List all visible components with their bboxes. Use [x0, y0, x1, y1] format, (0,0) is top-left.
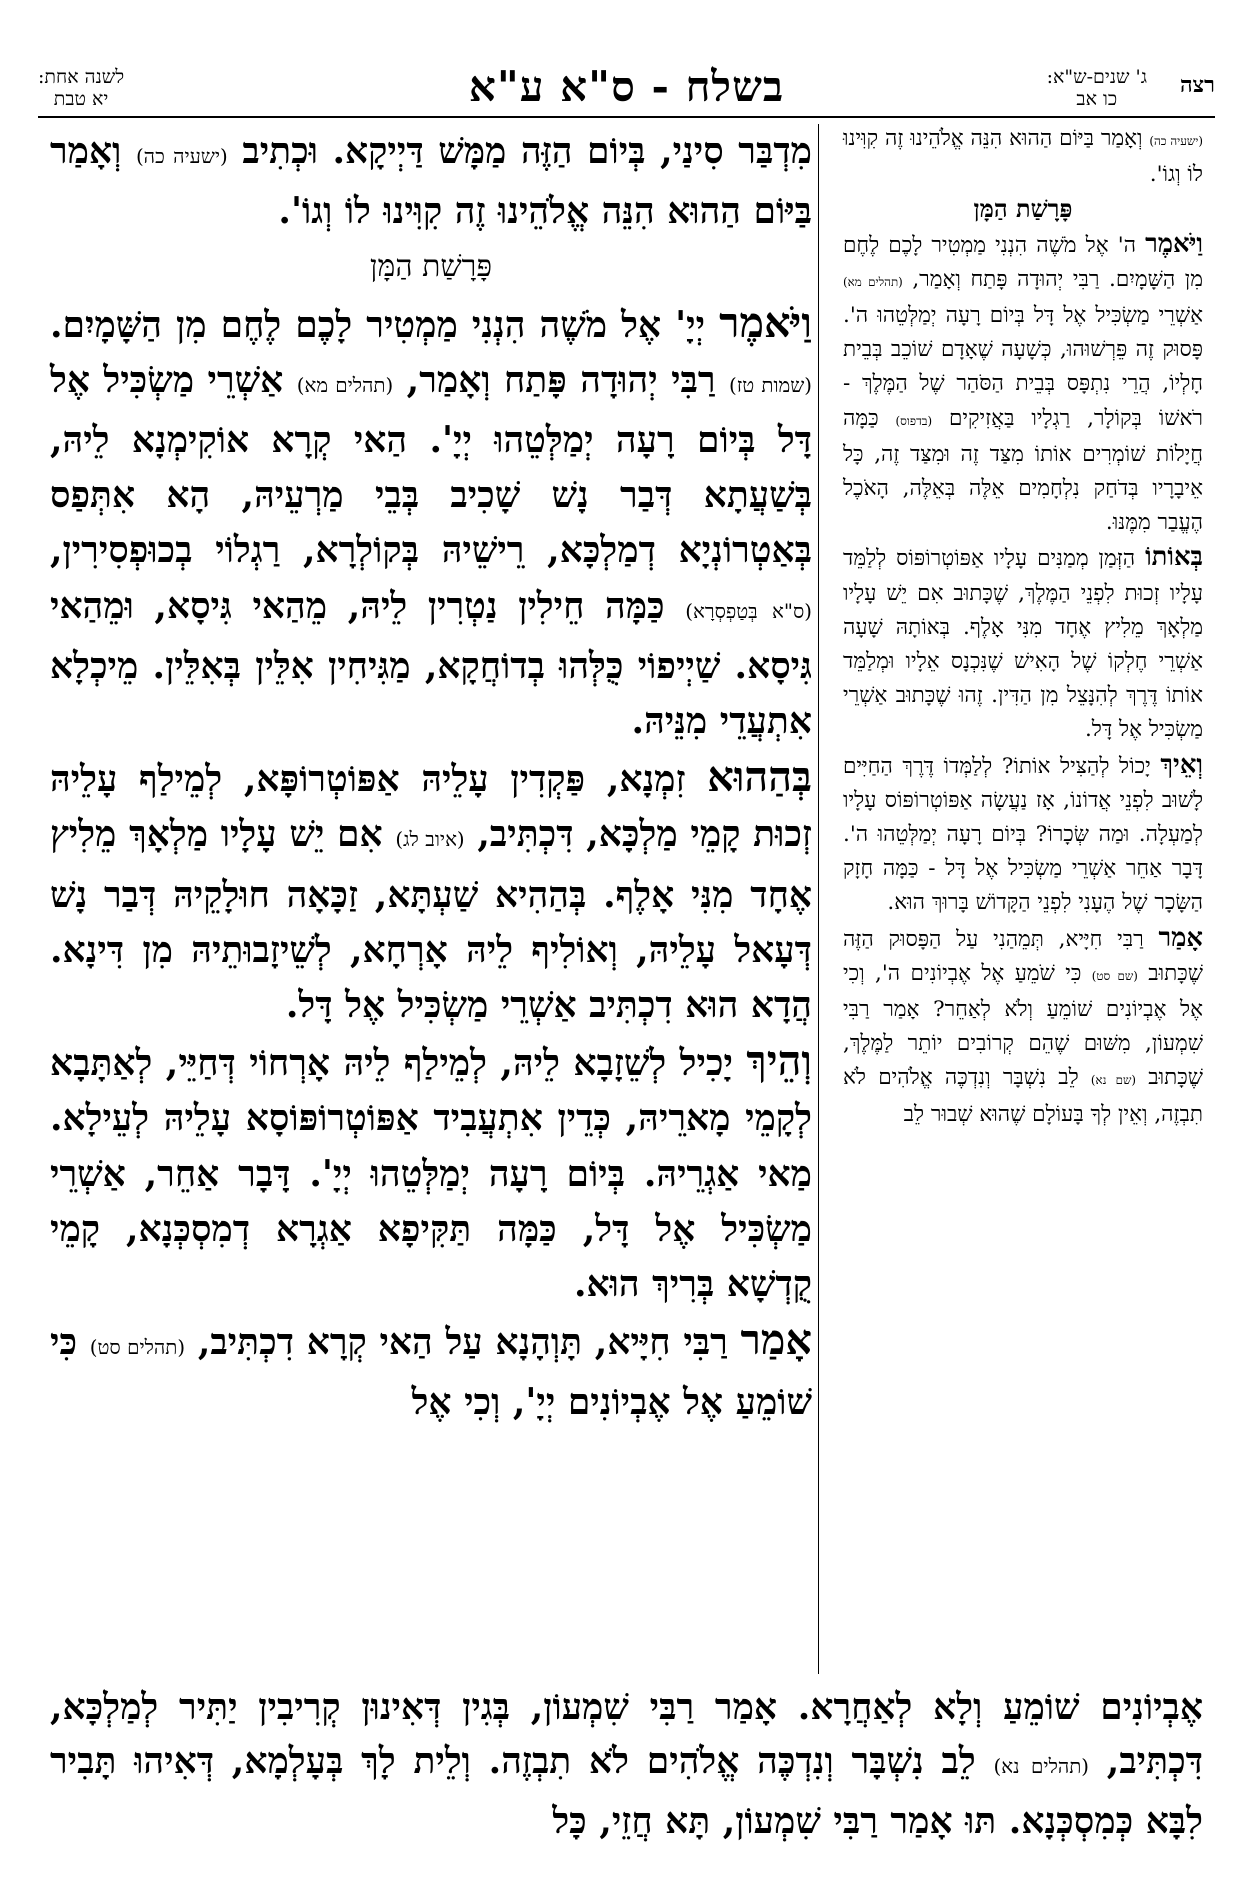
- page-number: רצה: [1180, 72, 1215, 98]
- original-para-3: [50, 749, 812, 1033]
- original-para-4: [50, 1033, 812, 1312]
- one-year-label: לשנה אחת:: [38, 66, 125, 88]
- source-ref: (איוב לג): [395, 828, 465, 852]
- original-text: אֶבְיוֹנִים שׁוֹמֵעַ וְלָא לְאַחֲרָא. אָמַר רַבִּי שִׁמְעוֹן, בְּגִין דְּאִינוּן קְרִיבִין יַתִּיר לְמַלְכָּא, דִּכְתִּיב,: [50, 1686, 1203, 1782]
- source-ref: (בדפוס): [895, 413, 933, 428]
- original-text: וְאָמַר בַּיּוֹם הַהוּא הִנֵּה אֱלֹהֵינוּ זֶה קִוִּינוּ לוֹ וְגוֹ'.: [50, 130, 812, 233]
- original-text: מִדְבַּר סִינַי, בְּיוֹם הַזֶּה מַמָּשׁ דַּיְיקָא. וּכְתִיב: [242, 130, 812, 172]
- source-ref: (תהלים מא): [843, 274, 903, 289]
- source-ref: (תהלים נא): [993, 1755, 1089, 1778]
- source-ref: (ישעיה כה): [135, 145, 228, 168]
- translation-column: [843, 122, 1203, 1132]
- source-ref: (שם סט): [1091, 968, 1138, 983]
- opening-word: וַיֹּאמֶר: [719, 297, 812, 347]
- original-text: זִמְנָא, פַּקְדִין עָלֵיהּ אַפּוֹטְרוֹפָּא, לְמֵילַף עָלֵיהּ זְכוּת קָמֵי מַלְכָּא, דִּכְתִּיב,: [50, 758, 812, 856]
- column-divider: [818, 124, 819, 1674]
- translation-text: לֵב נִשְׁבָּר וְנִדְכֶּה אֱלֹהִים לֹא תִבְזֶה, וְאֵין לְךָ בָּעוֹלָם שֶׁהוּא שְׁבוּר לֵב: [843, 1065, 1203, 1127]
- opening-word: אָמַר: [740, 1315, 812, 1365]
- source-ref: (שם נא): [1090, 1073, 1136, 1088]
- translation-para-5: [843, 921, 1203, 1132]
- translation-text: יָכוֹל לְהַצִּיל אוֹתוֹ? לְלַמְּדוֹ דֶּרֶךְ הַחַיִּים לָשׁוּב לִפְנֵי אֲדוֹנוֹ, אָז נַעֲשָׂה אַפּוֹטְרוֹפּוֹס עָלָיו לְמַעְלָה. וּמַה שְּׂכָרוֹ? בְּיוֹם רָעָה יְמַלְּטֵהוּ ה'. דָּבָר אַחֵר אַשְׁרֵי מַשְׂכִּיל אֶל דָּל - כַּמָּה חָזָק הַשָּׂכָר שֶׁל הֶעָנִי לִפְנֵי הַקָּדוֹשׁ בָּרוּךְ הוּא.: [843, 753, 1203, 916]
- translation-text: כִּי שֹׁמֵעַ אֶל אֶבְיוֹנִים ה', וְכִי אֶל אֶבְיוֹנִים שׁוֹמֵעַ וְלֹא לְאַחֵר? אָמַר רַבִּי שִׁמְעוֹן, מִשּׁוּם שֶׁהֵם קְרוֹבִים יוֹתֵר לַמֶּלֶךְ, שֶׁכָּתוּב: [843, 960, 1203, 1091]
- one-year-schedule: [38, 66, 124, 110]
- original-para-2: [50, 295, 812, 750]
- translation-text: ה' אֶל מֹשֶׁה הִנְנִי מַמְטִיר לָכֶם לֶחֶם מִן הַשָּׁמָיִם. רַבִּי יְהוּדָה פָּתַח וְאָמַר,: [843, 232, 1203, 292]
- opening-word: וְהֵיךְ: [746, 1036, 812, 1086]
- original-text: לֵב נִשְׁבָּר וְנִדְכֶּה אֱלֹהִים לֹא תִבְזֶה. וְלֵית לָךְ בְּעָלְמָא, דְּאִיהוּ תָּבִיר לִבָּא כְּמִסְכְּנָא. תּוּ אָמַר רַבִּי שִׁמְעוֹן, תָּא חֲזֵי, כָּל: [50, 1740, 1203, 1842]
- translation-para-4: [843, 748, 1203, 921]
- header-divider: [38, 116, 1215, 118]
- opening-word: בְּהַהוּא: [707, 752, 812, 802]
- original-text: יָכִיל לְשֵׁזָבָא לֵיהּ, לְמֵילַף לֵיהּ אָרְחוֹי דְּחַיֵּי, לְאַתָּבָא לְקָמֵי מָארֵיהּ, כְּדֵין אִתְעֲבִיד אַפּוֹטְרוֹפּוֹסָא עָלֵיהּ לְעֵילָא. מַאי אַגְרֵיהּ. בְּיוֹם רָעָה יְמַלְּטֵהוּ יְיָ'. דָּבָר אַחֵר, אַשְׁרֵי מַשְׂכִּיל אֶל דָּל, כַּמָּה תַּקִּיפָא אַגְרָא דְמִסְכְּנָא, קָמֵי קֻדְשָׁא בְּרִיךְ הוּא.: [50, 1042, 812, 1306]
- original-text: אַשְׁרֵי מַשְׂכִּיל אֶל דָּל בְּיוֹם רָעָה יְמַלְּטֵהוּ יְיָ'. הַאי קְרָא אוֹקִימְנָא לֵיהּ, בְּשַׁעֲתָא דְּבַר נָשׁ שָׁכִיב בְּבֵי מַרְעֵיהּ, הָא אִתְּפַס בְּאַטְרוֹנְיָא דְמַלְכָּא, רֵישֵׁיהּ בְּקוֹלְרָא, רַגְלוֹי בְכוּפְסִירִין,: [50, 358, 812, 572]
- translation-text: כַּמָּה חֲיָלוֹת שׁוֹמְרִים אוֹתוֹ מִצַּד זֶה וּמִצַּד זֶה, כָּל אֵיבָרָיו בְּדֹחַק נִלְחָמִים אֵלֶּה בְּאֵלֶּה, הָאֹכֶל הֶעֱבַר מִמֶּנּוּ.: [843, 405, 1203, 536]
- original-text: יְיָ' אֶל מֹשֶׁה הִנְנִי מַמְטִיר לָכֶם לֶחֶם מִן הַשָּׁמָיִם.: [50, 303, 706, 346]
- source-ref: (ס"א בְּטַפְסְרָא): [685, 599, 812, 623]
- translation-para-3: [843, 540, 1203, 747]
- page-header: [38, 60, 1215, 116]
- original-para-5: [50, 1312, 812, 1430]
- translation-text: רַבִּי חִיָּיא, תְּמֵהַנִי עַל הַפָּסוּק הַזֶּה שֶׁכָּתוּב: [843, 926, 1203, 986]
- original-text: רַבִּי יְהוּדָה פָּתַח וְאָמַר,: [406, 358, 716, 401]
- source-ref: (תהלים סט): [89, 1336, 186, 1360]
- original-text: רַבִּי חִיָּיא, תָּוְהָנָא עַל הַאי קְרָא דִכְתִּיב,: [197, 1321, 728, 1364]
- original-text: כִּי שׁוֹמֵעַ אֶל אֶבְיוֹנִים יְיָ', וְכִי אֶל: [50, 1321, 812, 1424]
- three-year-date: כו אב: [1076, 88, 1118, 110]
- opening-word: וַיֹּאמֶר: [1145, 228, 1203, 259]
- translation-text: אַשְׁרֵי מַשְׂכִּיל אֶל דָּל בְּיוֹם רָעָה יְמַלְּטֵהוּ ה'. פָּסוּק זֶה פֵּרְשׁוּהוּ, כְּשָׁעָה שֶׁאָדָם שׁוֹכֵב בְּבֵית חָלְיוֹ, הֲרֵי נִתְפָּס בְּבֵית הַסֹּהַר שֶׁל הַמֶּלֶךְ - רֹאשׁוֹ בְּקוֹלָר, רַגְלָיו בַּאֲזִיקִים: [843, 303, 1203, 431]
- original-column: [50, 124, 812, 1431]
- section-heading: פָּרָשַׁת הַמָּן: [973, 194, 1073, 224]
- translation-para-1: [843, 122, 1203, 192]
- source-ref: (תהלים מא): [296, 373, 394, 397]
- translation-text: הַזְּמַן מְמַנִּים עָלָיו אַפּוֹטְרוֹפּוֹס לְלַמֵּד עָלָיו זְכוּת לִפְנֵי הַמֶּלֶךְ, שֶׁכָּתוּב אִם יֵשׁ עָלָיו מַלְאָךְ מֵלִיץ אֶחָד מִנִּי אָלֶף. בְּאוֹתָהּ שָׁעָה אַשְׁרֵי חֶלְקוֹ שֶׁל הָאִישׁ שֶׁנִּכְנָס אֵלָיו וּמְלַמֵּד אוֹתוֹ דֶּרֶךְ לְהִנָּצֵל מִן הַדִּין. זֶהוּ שֶׁכָּתוּב אַשְׁרֵי מַשְׂכִּיל אֶל דָּל.: [843, 546, 1203, 743]
- continuation-block: [50, 1680, 1203, 1848]
- three-year-label: ג' שנים-ש"א:: [1046, 66, 1147, 88]
- page-title: בשלח - ס"א ע"א: [468, 62, 785, 111]
- one-year-date: יא טבת: [53, 88, 109, 110]
- source-ref: (שמות טז): [729, 373, 812, 397]
- source-ref: (ישעיה כה): [1149, 134, 1203, 148]
- continuation-para: [50, 1680, 1203, 1848]
- section-heading: פָּרָשַׁת הַמָּן: [369, 249, 493, 285]
- opening-word: אָמַר: [1158, 922, 1203, 953]
- original-text: אִם יֵשׁ עָלָיו מַלְאָךְ מֵלִיץ אֶחָד מִנִּי אָלֶף. בְּהַהִיא שַׁעְתָּא, זַכָּאָה חוּלָקֵיהּ דְּבַר נָשׁ דְּעָאל עָלֵיהּ, וְאוֹלִיף לֵיהּ אָרְחָא, לְשֵׁיזָבוּתֵיהּ מִן דִּינָא. הֲדָא הוּא דִכְתִּיב אַשְׁרֵי מַשְׂכִּיל אֶל דָּל.: [50, 813, 812, 1027]
- translation-text: וְאָמַר בַּיּוֹם הַהוּא הִנֵּה אֱלֹהֵינוּ זֶה קִוִּינוּ לוֹ וְגוֹ'.: [843, 126, 1203, 188]
- original-text: כַּמָּה חֵילִין נַטְרִין לֵיהּ, מֵהַאי גִּיסָא, וּמֵהַאי גִּיסָא. שַׁיְיפוֹי כֻּלְּהוּ בְדוֹחֲקָא, מַגִּיחִין אִלֵּין בְּאִלֵּין. מֵיכְלָא אִתְעֲדֵי מִנֵּיהּ.: [50, 584, 812, 743]
- original-para-1: [50, 124, 812, 239]
- opening-word: וְאֵיךְ: [1160, 749, 1203, 780]
- translation-para-2: [843, 227, 1203, 541]
- opening-word: בְּאוֹתוֹ: [1145, 542, 1203, 573]
